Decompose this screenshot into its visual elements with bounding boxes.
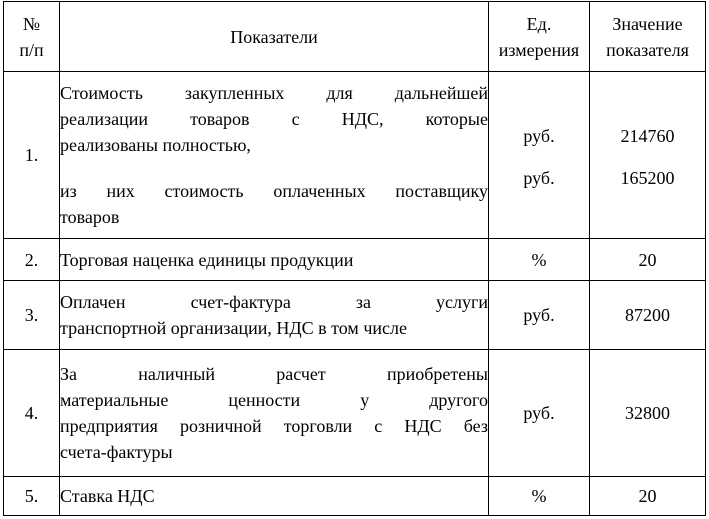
unit-value: руб. (523, 168, 555, 188)
row-indicator (60, 72, 489, 239)
header-value-line1: Значение (612, 13, 683, 34)
indicator-value: 214760 (620, 126, 675, 146)
table-row (4, 281, 706, 350)
row-value (590, 72, 706, 239)
row-unit: % (489, 239, 590, 281)
row-number: 2. (4, 239, 60, 281)
indicator-line: Стоимость закупленных для дальнейшей (60, 83, 488, 103)
table-row (4, 477, 706, 516)
indicator-line: Оплачен счет-фактура за услуги (60, 292, 488, 312)
row-indicator (60, 477, 489, 516)
row-value: 87200 (590, 281, 706, 350)
indicator-line: транспортной организации, НДС в том числе (60, 318, 407, 338)
indicator-line: реализации товаров с НДС, которые (60, 109, 488, 129)
header-unit-line1: Ед. (526, 13, 552, 34)
header-number-line1: № (22, 13, 41, 34)
indicator-line: За наличный расчет приобретены (60, 364, 488, 384)
header-value-line2: показателя (606, 39, 689, 60)
row-unit: руб. (489, 350, 590, 477)
table-row (4, 350, 706, 477)
row-number: 3. (4, 281, 60, 350)
indicator-line: из них стоимость оплаченных поставщику (60, 181, 488, 201)
header-unit (489, 2, 590, 72)
row-number: 5. (4, 477, 60, 516)
header-number-line2: п/п (19, 39, 44, 60)
header-value (590, 2, 706, 72)
row-unit: руб. (489, 281, 590, 350)
row-indicator (60, 350, 489, 477)
indicator-line: реализованы полностью, (60, 135, 251, 155)
header-number (4, 2, 60, 72)
row-number: 1. (4, 72, 60, 239)
row-value: 20 (590, 477, 706, 516)
row-unit: % (489, 477, 590, 516)
row-number: 4. (4, 350, 60, 477)
indicator-line: счета-фактуры (60, 442, 173, 462)
indicator-line: Торговая наценка единицы продукции (60, 249, 354, 270)
row-indicator (60, 239, 489, 281)
row-value: 20 (590, 239, 706, 281)
indicator-line: материальные ценности у другого (60, 390, 488, 410)
indicator-line: товаров (60, 207, 120, 227)
unit-value: руб. (523, 126, 555, 146)
row-value: 32800 (590, 350, 706, 477)
table-header-row (4, 2, 706, 72)
indicator-value: 165200 (620, 168, 675, 188)
header-unit-line2: измерения (498, 39, 580, 60)
table-row (4, 72, 706, 239)
row-indicator (60, 281, 489, 350)
row-unit (489, 72, 590, 239)
indicators-table (3, 1, 706, 516)
table-row (4, 239, 706, 281)
indicator-line: предприятия розничной торговли с НДС без (60, 416, 488, 436)
header-indicator: Показатели (60, 2, 489, 72)
indicator-line: Ставка НДС (60, 486, 155, 506)
